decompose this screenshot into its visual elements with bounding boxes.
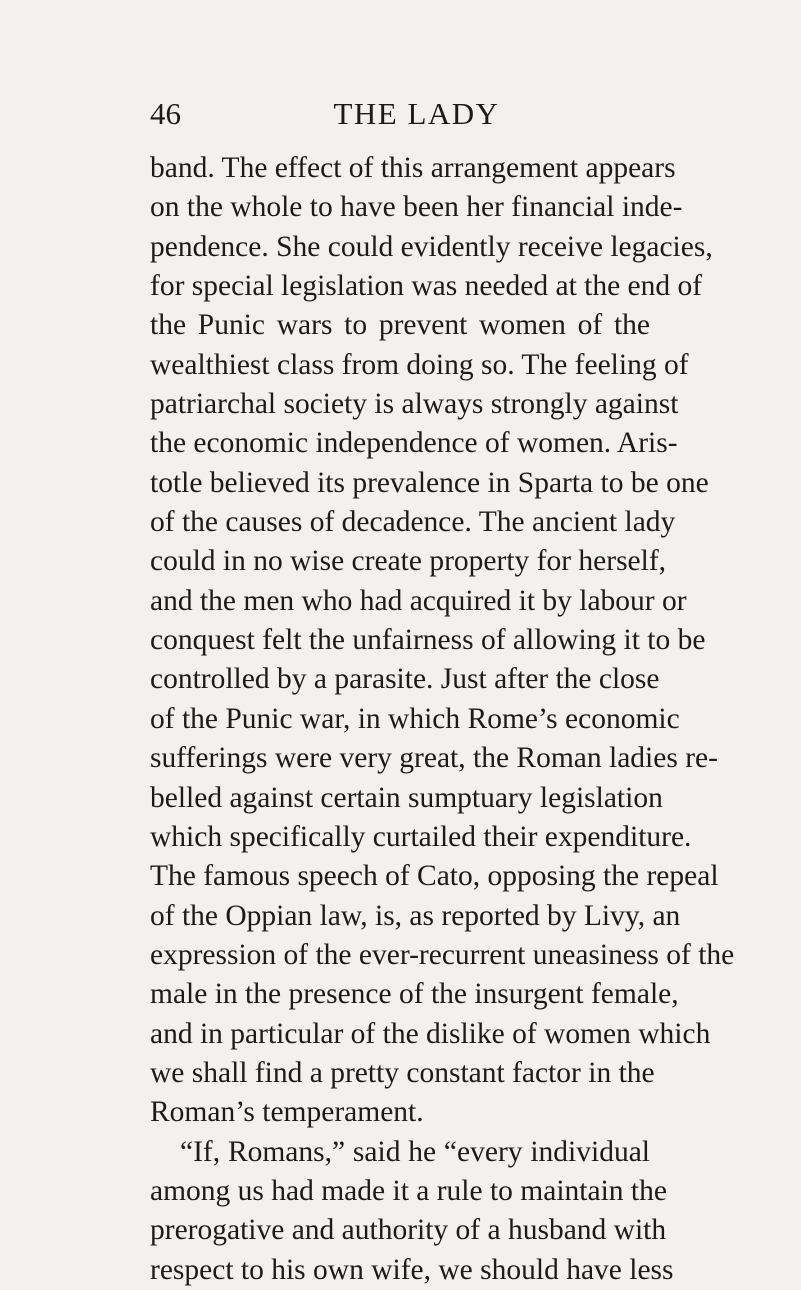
text-line: the economic independence of women. Aris- <box>150 427 678 460</box>
text-line: controlled by a parasite. Just after the close <box>150 663 660 696</box>
text-line: the Punic wars to prevent women of the <box>150 309 650 342</box>
text-line: band. The effect of this arrangement appears <box>150 152 676 184</box>
text-line: The famous speech of Cato, opposing the repeal <box>150 860 719 893</box>
text-line: totle believed its prevalence in Sparta to be one <box>150 466 709 499</box>
text-line: of the Oppian law, is, as reported by Livy, an <box>150 899 681 932</box>
text-line: belled against certain sumptuary legislation <box>150 781 663 814</box>
text-line: “If, Romans,” said he “every individual <box>180 1135 650 1168</box>
text-line: respect to his own wife, we should have less <box>150 1253 674 1286</box>
text-line: Roman’s temperament. <box>150 1096 424 1129</box>
text-line: for special legislation was needed at the end of <box>150 270 703 303</box>
text-line: wealthiest class from doing so. The feeling of <box>150 348 689 381</box>
text-line: conquest felt the unfairness of allowing it to be <box>150 624 706 657</box>
text-line: we shall find a pretty constant factor in the <box>150 1056 655 1089</box>
text-line: expression of the ever-recurrent uneasiness of the <box>150 938 735 971</box>
text-line: could in no wise create property for herself, <box>150 545 667 578</box>
text-line: and in particular of the dislike of women which <box>150 1017 711 1050</box>
text-line: prerogative and authority of a husband with <box>150 1214 667 1247</box>
text-line: and the men who had acquired it by labour or <box>150 584 687 617</box>
running-title: THE LADY <box>333 96 500 131</box>
text-line: sufferings were very great, the Roman ladies re- <box>150 742 718 775</box>
running-head <box>0 92 801 136</box>
text-line: patriarchal society is always strongly against <box>150 388 679 421</box>
page-number: 46 <box>150 96 181 131</box>
text-line: of the Punic war, in which Rome’s economic <box>150 702 680 735</box>
text-line: among us had made it a rule to maintain the <box>150 1174 667 1207</box>
text-line: of the causes of decadence. The ancient lady <box>150 506 676 539</box>
body-text <box>150 149 735 1290</box>
text-line: pendence. She could evidently receive legacies, <box>150 230 713 263</box>
text-line: on the whole to have been her financial inde- <box>150 191 683 224</box>
text-line: which specifically curtailed their expenditure. <box>150 820 692 853</box>
text-line: male in the presence of the insurgent female, <box>150 978 679 1011</box>
